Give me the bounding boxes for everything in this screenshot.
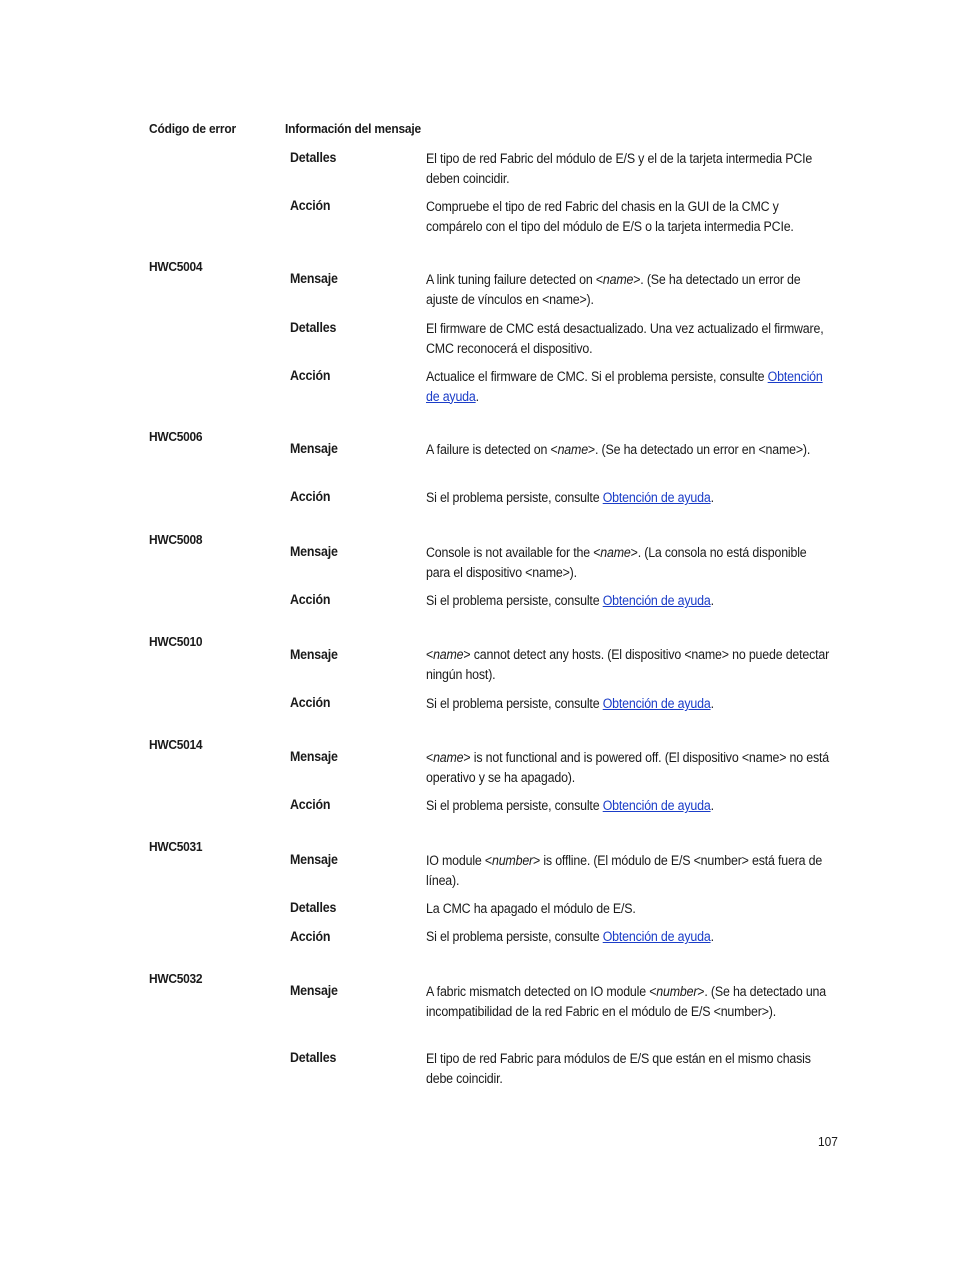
cont-detalles-text: El tipo de red Fabric del módulo de E/S y el de la tarjeta intermedia PCIe deben coincidir. <box>426 151 813 186</box>
help-link[interactable]: Obtención de ayuda <box>602 798 711 813</box>
hwc5014-accion-label: Acción <box>290 797 331 812</box>
hwc5008-accion-text: Si el problema persiste, consulte Obtención de ayuda. <box>426 593 714 608</box>
hwc5010-mensaje-label: Mensaje <box>290 647 338 662</box>
hwc5010-mensaje-text: <name> cannot detect any hosts. (El dispositivo <name> no puede detectar ningún host). <box>426 647 830 682</box>
hwc5031-mensaje-text: IO module <number> is offline. (El módulo de E/S <number> está fuera de línea). <box>426 853 823 888</box>
page-number: 107 <box>818 1134 838 1149</box>
hwc5006-accion-label: Acción <box>290 489 331 504</box>
hwc5031-detalles-label: Detalles <box>290 900 337 915</box>
hwc5004-accion-label: Acción <box>290 368 331 383</box>
cont-accion-label: Acción <box>290 198 331 213</box>
error-code-hwc5004: HWC5004 <box>149 259 203 274</box>
hwc5032-detalles-label: Detalles <box>290 1050 337 1065</box>
hwc5032-detalles-text: El tipo de red Fabric para módulos de E/S que están en el mismo chasis debe coincidir. <box>426 1051 811 1086</box>
hwc5006-mensaje-label: Mensaje <box>290 441 338 456</box>
column-header-info: Información del mensaje <box>285 121 422 136</box>
help-link[interactable]: Obtención de ayuda <box>602 593 711 608</box>
error-code-hwc5031: HWC5031 <box>149 839 203 854</box>
hwc5014-mensaje-text: <name> is not functional and is powered off. (El dispositivo <name> no está operativo y se ha apagado). <box>426 750 830 785</box>
hwc5004-detalles-label: Detalles <box>290 320 337 335</box>
help-link[interactable]: Obtención de ayuda <box>602 696 711 711</box>
hwc5008-mensaje-text: Console is not available for the <name>. (La consola no está disponible para el dispositivo <name>). <box>426 545 807 580</box>
cont-accion-text: Compruebe el tipo de red Fabric del chasis en la GUI de la CMC y compárelo con el tipo del módulo de E/S o la tarjeta intermedia PCIe. <box>426 199 794 234</box>
hwc5004-mensaje-text: A link tuning failure detected on <name>. (Se ha detectado un error de ajuste de vínculos en <name>). <box>426 272 801 307</box>
hwc5008-mensaje-label: Mensaje <box>290 544 338 559</box>
help-link[interactable]: Obtención de ayuda <box>426 369 823 404</box>
help-link[interactable]: Obtención de ayuda <box>602 929 711 944</box>
hwc5014-mensaje-label: Mensaje <box>290 749 338 764</box>
hwc5032-mensaje-label: Mensaje <box>290 983 338 998</box>
error-code-hwc5008: HWC5008 <box>149 532 203 547</box>
column-header-code: Código de error <box>149 121 236 136</box>
hwc5031-accion-label: Acción <box>290 929 331 944</box>
hwc5032-mensaje-text: A fabric mismatch detected on IO module <number>. (Se ha detectado una incompatibilidad de la red Fabric en el módulo de E/S <number>). <box>426 984 826 1019</box>
hwc5004-accion-text: Actualice el firmware de CMC. Si el problema persiste, consulte Obtención de ayuda. <box>426 369 823 404</box>
hwc5010-accion-label: Acción <box>290 695 331 710</box>
hwc5006-mensaje-text: A failure is detected on <name>. (Se ha detectado un error en <name>). <box>426 442 811 457</box>
hwc5031-mensaje-label: Mensaje <box>290 852 338 867</box>
hwc5031-accion-text: Si el problema persiste, consulte Obtención de ayuda. <box>426 929 714 944</box>
hwc5004-mensaje-label: Mensaje <box>290 271 338 286</box>
error-code-hwc5010: HWC5010 <box>149 634 203 649</box>
hwc5014-accion-text: Si el problema persiste, consulte Obtención de ayuda. <box>426 798 714 813</box>
hwc5004-detalles-text: El firmware de CMC está desactualizado. Una vez actualizado el firmware, CMC reconocerá el dispositivo. <box>426 321 824 356</box>
error-code-hwc5032: HWC5032 <box>149 971 203 986</box>
hwc5010-accion-text: Si el problema persiste, consulte Obtención de ayuda. <box>426 696 714 711</box>
hwc5008-accion-label: Acción <box>290 592 331 607</box>
hwc5031-detalles-text: La CMC ha apagado el módulo de E/S. <box>426 901 636 916</box>
help-link[interactable]: Obtención de ayuda <box>602 490 711 505</box>
error-code-hwc5014: HWC5014 <box>149 737 203 752</box>
error-code-hwc5006: HWC5006 <box>149 429 203 444</box>
cont-detalles-label: Detalles <box>290 150 337 165</box>
hwc5006-accion-text: Si el problema persiste, consulte Obtención de ayuda. <box>426 490 714 505</box>
